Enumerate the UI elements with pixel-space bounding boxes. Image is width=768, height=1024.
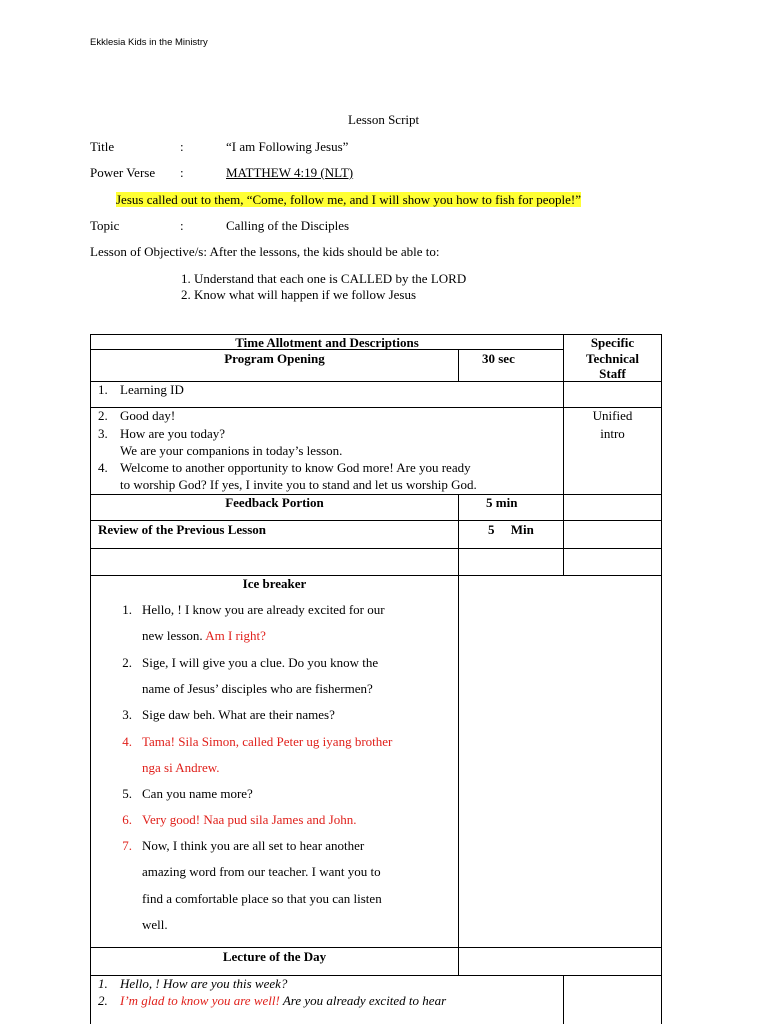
topic-colon: : <box>180 218 184 233</box>
title-label: Title <box>90 139 115 154</box>
lecture-item-number: 2. <box>98 993 108 1008</box>
ice-breaker-title: Ice breaker <box>242 576 307 591</box>
header-org-name: Ekklesia Kids in the Ministry <box>90 37 208 48</box>
feedback-portion-time: 5 min <box>486 495 518 510</box>
review-label: Review of the Previous Lesson <box>98 522 267 537</box>
lecture-item-text: I’m glad to know you are well! Are you already excited to hear <box>120 993 447 1008</box>
table-header-staff: Technical <box>586 351 639 366</box>
staff-note: Unified <box>592 408 633 423</box>
program-opening-label: Program Opening <box>224 351 325 366</box>
lecture-title: Lecture of the Day <box>222 949 327 964</box>
title-value: “I am Following Jesus” <box>226 139 349 154</box>
staff-note: intro <box>600 426 625 441</box>
opening-item-text: to worship God? If yes, I invite you to stand and let us worship God. <box>120 477 477 492</box>
table-header-staff: Staff <box>599 366 626 381</box>
review-time: 5 Min <box>488 522 534 537</box>
title-colon: : <box>180 139 184 154</box>
opening-item-number: 4. <box>98 460 108 475</box>
opening-item-text: We are your companions in today’s lesson. <box>120 443 343 458</box>
verse-label: Power Verse <box>90 165 156 180</box>
learning-id-number: 1. <box>98 382 108 397</box>
lecture-item-text: Hello, ! How are you this week? <box>120 976 288 991</box>
program-opening-time: 30 sec <box>482 351 515 366</box>
opening-item-number: 3. <box>98 426 108 441</box>
table-header-staff: Specific <box>590 335 635 350</box>
verse-reference: MATTHEW 4:19 (NLT) <box>226 165 354 180</box>
topic-value: Calling of the Disciples <box>226 218 350 233</box>
verse-colon: : <box>180 165 184 180</box>
opening-item-text: Good day! <box>120 408 176 423</box>
opening-item-text: How are you today? <box>120 426 226 441</box>
feedback-portion-label: Feedback Portion <box>225 495 324 510</box>
learning-id-label: Learning ID <box>120 382 184 397</box>
document-title: Lesson Script <box>348 112 420 127</box>
objective-item: 1. Understand that each one is CALLED by the LORD <box>181 271 467 286</box>
objective-item: 2. Know what will happen if we follow Jesus <box>181 287 417 302</box>
topic-label: Topic <box>90 218 120 233</box>
verse-text: Jesus called out to them, “Come, follow me, and I will show you how to fish for people!” <box>116 192 582 207</box>
lecture-item-number: 1. <box>98 976 108 991</box>
opening-item-text: Welcome to another opportunity to know God more! Are you ready <box>120 460 471 475</box>
table-header-main: Time Allotment and Descriptions <box>235 335 419 350</box>
objective-intro: Lesson of Objective/s: After the lessons, the kids should be able to: <box>90 244 440 259</box>
opening-item-number: 2. <box>98 408 108 423</box>
